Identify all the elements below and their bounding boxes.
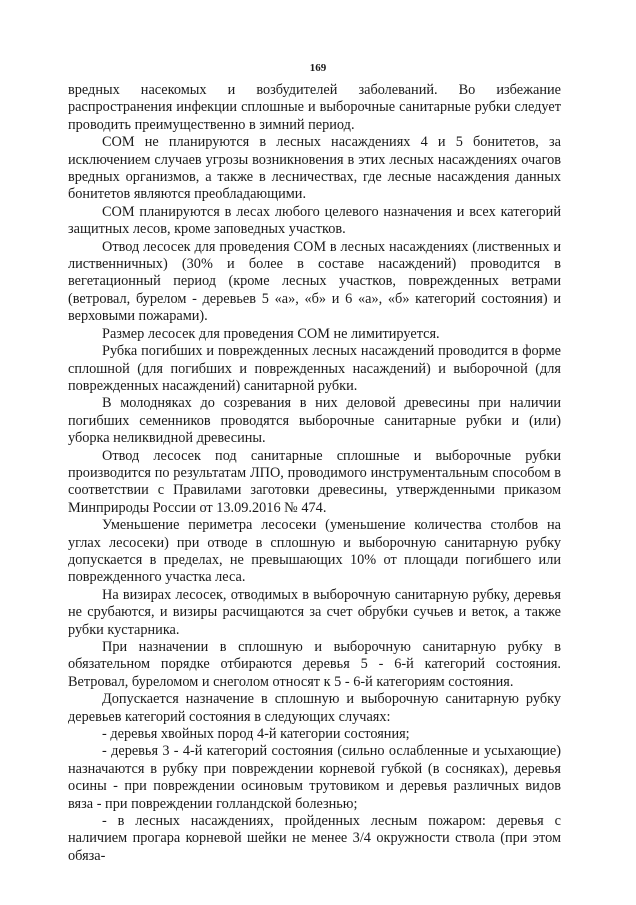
body-text [68,82,561,865]
paragraph: вредных насекомых и возбудителей заболеваний. Во избежание распространения инфекции сплошные и выборочные санитарные рубки следует проводить преимущественно в зимний период. [68,82,561,133]
paragraph: В молодняках до созревания в них деловой древесины при наличии погибших семенников проводятся выборочные санитарные рубки и (или) уборка неликвидной древесины. [68,395,561,447]
paragraph: Отвод лесосек для проведения СОМ в лесных насаждениях (лиственных и лиственничных) (30% и более в составе насаждений) проводится в вегетационный период (кроме лесных участков, поврежденных ветрами (ветровал, бурелом - деревьев 5 «а», «б» и 6 «а», «б» категорий состояния) и верховыми пожарами). [68,238,561,325]
paragraph: Уменьшение периметра лесосеки (уменьшение количества столбов на углах лесосеки) при отводе в сплошную и выборочную санитарную рубку допускается в пределах, не превышающих 10% от площади погибшего или поврежденного участка леса. [68,517,561,586]
list-item: - в лесных насаждениях, пройденных лесным пожаром: деревья с наличием прогара корневой шейки не менее 3/4 окружности ствола (при этом обяза- [68,813,561,864]
paragraph: СОМ планируются в лесах любого целевого назначения и всех категорий защитных лесов, кроме заповедных участков. [68,203,561,238]
paragraph: Размер лесосек для проведения СОМ не лимитируется. [102,325,440,342]
paragraph: СОМ не планируются в лесных насаждениях 4 и 5 бонитетов, за исключением случаев угрозы возникновения в этих лесных насаждениях очагов вредных организмов, а также в лесничествах, где лесные насаждения данных бонитетов являются преобладающими. [68,134,561,203]
paragraph: Рубка погибших и поврежденных лесных насаждений проводится в форме сплошной (для погибших и поврежденных насаждений) и выборочной (для поврежденных насаждений) санитарной рубки. [68,343,561,394]
list-item: - деревья хвойных пород 4-й категории состояния; [102,726,410,743]
page-number: 169 [309,62,327,74]
list-item: - деревья 3 - 4-й категорий состояния (сильно ослабленные и усыхающие) назначаются в рубку при повреждении корневой губкой (в сосняках), деревья осины - при повреждении осиновым трутовиком и деревья различных видов вяза - при повреждении голландской болезнью; [68,743,561,812]
paragraph: Отвод лесосек под санитарные сплошные и выборочные рубки производится по результатам ЛПО, проводимого инструментальным способом в соответствии с Правилами заготовки древесины, утвержденными приказом Минприроды России от 13.09.2016 № 474. [68,447,561,516]
paragraph: При назначении в сплошную и выборочную санитарную рубку в обязательном порядке отбираются деревья 5 - 6-й категорий состояния. Ветровал, буреломом и снеголом относят к 5 - 6-й категориям состояния. [68,639,561,690]
paragraph: На визирах лесосек, отводимых в выборочную санитарную рубку, деревья не срубаются, и визиры расчищаются за счет обрубки сучьев и веток, а также рубки кустарника. [68,586,561,638]
paragraph: Допускается назначение в сплошную и выборочную санитарную рубку деревьев категорий состояния в следующих случаях: [68,691,561,725]
